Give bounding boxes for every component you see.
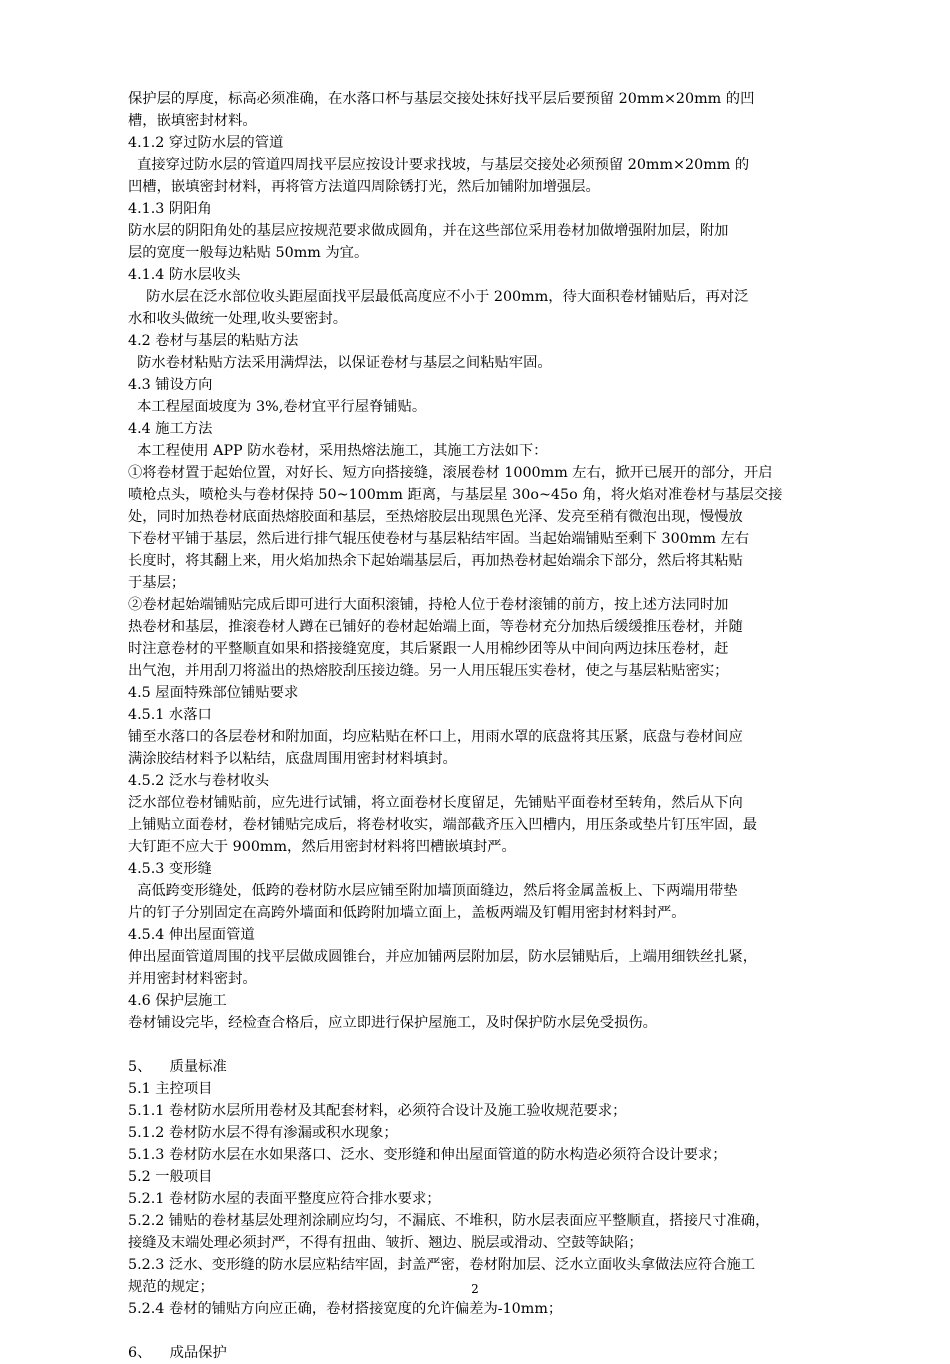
text-line: 片的钉子分别固定在高跨外墙面和低跨附加墙立面上，盖板两端及钉帽用密封材料封严。 <box>128 905 686 921</box>
section-heading: 4.5.3 变形缝 <box>128 861 212 877</box>
text-line: 长度时，将其翻上来，用火焰加热余下起始端基层后，再加热卷材起始端余下部分，然后将其粘贴 <box>128 553 743 569</box>
text-line: 伸出屋面管道周围的找平层做成圆锥台，并应加铺两层附加层，防水层铺贴后，上端用细铁丝扎紧， <box>128 949 758 965</box>
blank-line <box>128 1034 828 1056</box>
section-heading: 4.6 保护层施工 <box>128 993 227 1009</box>
text-line: 上铺贴立面卷材，卷材铺贴完成后，将卷材收实，端部截齐压入凹槽内，用压条或垫片钉压牢固，最 <box>128 817 758 833</box>
text-line: 保护层的厚度，标高必须准确，在水落口杯与基层交接处抹好找平层后要预留 20mm×20mm 的凹 <box>128 91 755 107</box>
text-line: 热卷材和基层，推滚卷材人蹲在已铺好的卷材起始端上面，等卷材充分加热后缓缓推压卷材，并随 <box>128 619 743 635</box>
text-line: 槽，嵌填密封材料。 <box>128 113 257 129</box>
text-line: 喷枪点头，喷枪头与卷材保持 50~100mm 距离，与基层星 30o~45o 角，将火焰对准卷材与基层交接 <box>128 487 783 503</box>
text-line: 本工程屋面坡度为 3%,卷材宜平行屋脊铺贴。 <box>128 399 427 415</box>
section-heading: 4.5 屋面特殊部位铺贴要求 <box>128 685 299 701</box>
section-heading: 4.5.2 泛水与卷材收头 <box>128 773 269 789</box>
text-line: 满涂胶结材料予以粘结，底盘周围用密封材料填封。 <box>128 751 457 767</box>
text-line: 于基层； <box>128 575 186 591</box>
text-line: 直接穿过防水层的管道四周找平层应按设计要求找坡，与基层交接处必须预留 20mm×20mm 的 <box>128 157 750 173</box>
text-line: 5.2.1 卷材防水屋的表面平整度应符合排水要求； <box>128 1191 441 1207</box>
chapter-heading: 6、 成品保护 <box>128 1345 227 1361</box>
text-line: 5.2.3 泛水、变形缝的防水层应粘结牢固，封盖严密，卷材附加层、泛水立面收头拿做法应符合施工 <box>128 1257 756 1273</box>
section-heading: 5.1 主控项目 <box>128 1081 213 1097</box>
text-line: ②卷材起始端铺贴完成后即可进行大面积滚铺，持枪人位于卷材滚铺的前方，按上述方法同时加 <box>128 597 729 613</box>
text-line: 水和收头做统一处理,收头要密封。 <box>128 311 347 327</box>
section-heading: 4.2 卷材与基层的粘贴方法 <box>128 333 299 349</box>
text-line: 5.2.2 铺贴的卷材基层处理剂涂刷应均匀，不漏底、不堆积，防水层表面应平整顺直，搭接尺寸准确， <box>128 1213 770 1229</box>
chapter-heading: 5、 质量标准 <box>128 1059 227 1075</box>
blank-line <box>128 1320 828 1342</box>
section-heading: 4.1.3 阴阳角 <box>128 201 212 217</box>
document-body <box>128 88 828 1364</box>
text-line: 防水层的阴阳角处的基层应按规范要求做成圆角，并在这些部位采用卷材加做增强附加层，附加 <box>128 223 729 239</box>
section-heading: 4.4 施工方法 <box>128 421 213 437</box>
text-line: 接缝及末端处理必须封严，不得有扭曲、皱折、翘边、脱层或滑动、空鼓等缺陷； <box>128 1235 643 1251</box>
text-line: 出气泡，并用刮刀将溢出的热熔胶刮压接边缝。另一人用压辊压实卷材，使之与基层粘贴密实； <box>128 663 729 679</box>
section-heading: 4.1.2 穿过防水层的管道 <box>128 135 284 151</box>
text-line: 5.1.1 卷材防水层所用卷材及其配套材料，必须符合设计及施工验收规范要求； <box>128 1103 627 1119</box>
text-line: 高低跨变形缝处，低跨的卷材防水层应铺至附加墙顶面缝边，然后将金属盖板上、下两端用带垫 <box>128 883 738 899</box>
text-line: 时注意卷材的平整顺直如果和搭接缝宽度，其后紧跟一人用棉纱团等从中间向两边抹压卷材，赶 <box>128 641 729 657</box>
section-heading: 4.3 铺设方向 <box>128 377 213 393</box>
section-heading: 4.1.4 防水层收头 <box>128 267 241 283</box>
text-line: 铺至水落口的各层卷材和附加面，均应粘贴在杯口上，用雨水罩的底盘将其压紧，底盘与卷材间应 <box>128 729 743 745</box>
text-line: 5.2.4 卷材的铺贴方向应正确，卷材搭接宽度的允许偏差为-10mm； <box>128 1301 563 1317</box>
text-line: 凹槽，嵌填密封材料，再将管方法道四周除锈打光，然后加铺附加增强层。 <box>128 179 600 195</box>
text-line: ①将卷材置于起始位置，对好长、短方向搭接缝，滚展卷材 1000mm 左右，掀开已展开的部分，开启 <box>128 465 773 481</box>
text-line: 防水层在泛水部位收头距屋面找平层最低高度应不小于 200mm，待大面积卷材铺贴后，再对泛 <box>128 289 749 305</box>
section-heading: 5.2 一般项目 <box>128 1169 213 1185</box>
text-line: 防水卷材粘贴方法采用满焊法，以保证卷材与基层之间粘贴牢固。 <box>128 355 552 371</box>
section-heading: 4.5.4 伸出屋面管道 <box>128 927 255 943</box>
text-line: 本工程使用 APP 防水卷材，采用热熔法施工，其施工方法如下： <box>128 443 548 459</box>
text-line: 5.1.2 卷材防水层不得有渗漏或积水现象； <box>128 1125 398 1141</box>
section-heading: 4.5.1 水落口 <box>128 707 212 723</box>
text-line: 泛水部位卷材铺贴前，应先进行试铺，将立面卷材长度留足，先铺贴平面卷材至转角，然后从下向 <box>128 795 743 811</box>
text-line: 5.1.3 卷材防水层在水如果落口、泛水、变形缝和伸出屋面管道的防水构造必须符合设计要求； <box>128 1147 727 1163</box>
text-line: 卷材铺设完毕，经检查合格后，应立即进行保护屋施工，及时保护防水层免受损伤。 <box>128 1015 657 1031</box>
text-line: 下卷材平铺于基层，然后进行排气辊压使卷材与基层粘结牢固。当起始端铺贴至剩下 300mm 左右 <box>128 531 750 547</box>
text-line: 大钉距不应大于 900mm，然后用密封材料将凹槽嵌填封严。 <box>128 839 516 855</box>
text-line: 规范的规定； <box>128 1279 214 1295</box>
text-line: 并用密封材料密封。 <box>128 971 257 987</box>
page-number: 2 <box>471 1282 479 1296</box>
text-line: 层的宽度一般每边粘贴 50mm 为宜。 <box>128 245 369 261</box>
text-line: 处，同时加热卷材底面热熔胶面和基层，至热熔胶层出现黑色光泽、发亮至稍有微泡出现，慢慢放 <box>128 509 743 525</box>
